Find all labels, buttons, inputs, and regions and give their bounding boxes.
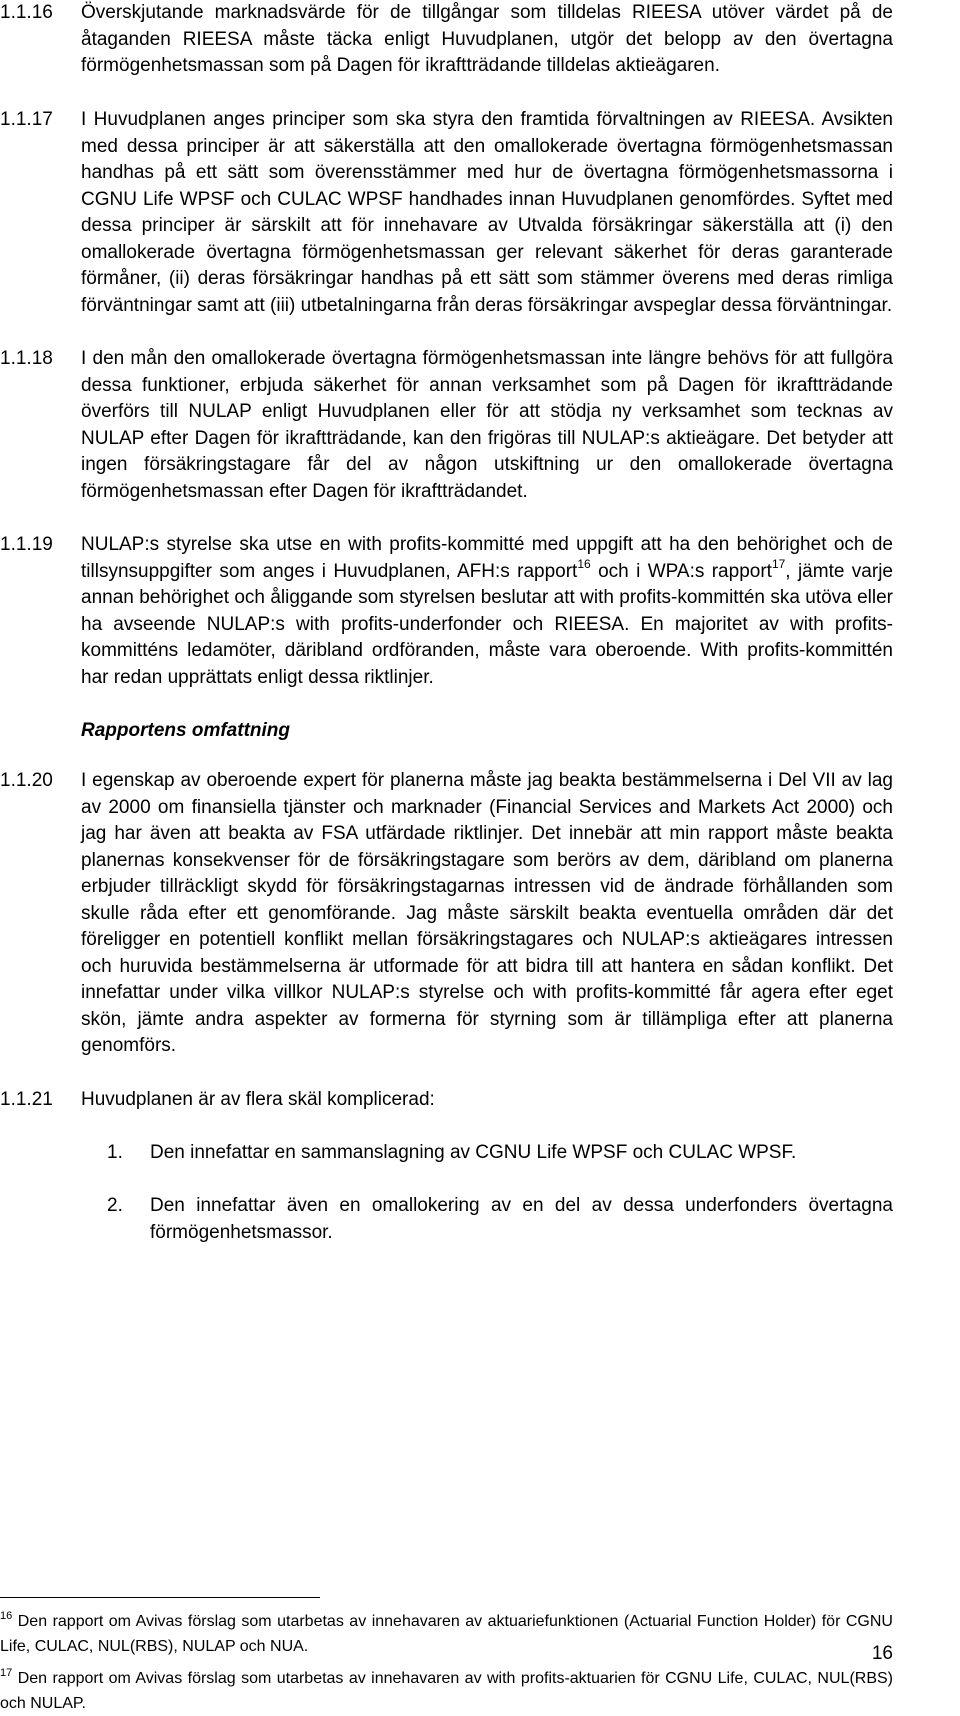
section-heading: Rapportens omfattning (81, 720, 290, 741)
paragraph-text: I egenskap av oberoende expert för planerna måste jag beakta bestämmelserna i Del VII av lag av 2000 om finansiella tjänster och marknader (Financial Services and Markets Act 2000) och jag har även att beakta av FSA utfärdade riktlinjer. Det innebär att min rapport måste beakta planernas konsekvenser för de försäkringstagare som berörs av dem, däribland om planerna erbjuder tillräckligt skydd för försäkringstagarnas intressen vid de ändrade förhållanden som skulle råda efter ett genomförande. Jag måste särskilt beakta eventuella områden där det föreligger en potentiell konflikt mellan försäkringstagares och NULAP:s aktieägares intressen och huruvida bestämmelserna är utformade för att bidra till att hantera en sådan konflikt. Det innefattar under vilka villkor NULAP:s styrelse och with profits-kommitté får agera efter eget skön, jämte andra aspekter av formerna för styrning som är tillämpliga efter att planerna genomförs. (81, 770, 893, 1056)
paragraph-number: 1.1.18 (0, 348, 53, 369)
list-item-text: Den innefattar en sammanslagning av CGNU Life WPSF och CULAC WPSF. (150, 1142, 797, 1163)
paragraph-text-part: , jämte varje annan behörighet och åliggande som styrelsen beslutar att with profits-kommittén ska utöva eller ha avseende NULAP:s with profits-underfonder och RIEESA. En majoritet av with profits-kommitténs ledamöter, däribland ordföranden, måste vara oberoende. With profits-kommittén har redan upprättats enligt dessa riktlinjer. (81, 560, 893, 688)
paragraph-text: I den mån den omallokerade övertagna förmögenhetsmassan inte längre behövs för att fullgöra dessa funktioner, erbjuda säkerhet för annan verksamhet som på Dagen för ikraftträdande överförs till NULAP enligt Huvudplanen eller för att stödja ny verksamhet som tecknas av NULAP efter Dagen för ikraftträdande, kan den frigöras till NULAP:s aktieägare. Det betyder att ingen försäkringstagare får del av någon utskiftning ur den omallokerade övertagna förmögenhetsmassan efter Dagen för ikraftträdandet. (81, 348, 893, 502)
footnote-reference[interactable]: 16 (577, 556, 591, 571)
paragraph-text-part: NULAP:s styrelse ska utse en with profits-kommitté med uppgift att ha den behörighet och de tillsynsuppgifter som anges i Huvudplanen, AFH:s rapport (81, 534, 893, 582)
footnote-separator (0, 1597, 320, 1598)
footnote-number: 16 (0, 1610, 13, 1622)
footnote-reference[interactable]: 17 (771, 556, 786, 571)
list-item-number: 1. (107, 1142, 123, 1163)
footnote-16 (0, 1609, 893, 1659)
paragraph-text (81, 532, 893, 691)
paragraph-number: 1.1.19 (0, 534, 53, 555)
paragraph-text: Överskjutande marknadsvärde för de tillgångar som tilldelas RIEESA utöver värdet på de åtaganden RIEESA måste täcka enligt Huvudplanen, utgör det belopp av den övertagna förmögenhetsmassan som på Dagen för ikraftträdande tilldelas aktieägaren. (81, 2, 893, 76)
paragraph-text: I Huvudplanen anges principer som ska styra den framtida förvaltningen av RIEESA. Avsikten med dessa principer är att säkerställa att den omallokerade övertagna förmögenhetsmassan handhas på ett sätt som överensstämmer med hur de övertagna förmögenhetsmassorna i CGNU Life WPSF och CULAC WPSF handhades innan Huvudplanen genomfördes. Syftet med dessa principer är särskilt att för innehavare av Utvalda försäkringar säkerställa att (i) den omallokerade övertagna förmögenhetsmassan ger relevant säkerhet för deras garanterade förmåner, (ii) deras försäkringar handhas på ett sätt som stämmer överens med deras rimliga förväntningar samt att (iii) utbetalningarna från deras försäkringar avspeglar dessa förväntningar. (81, 109, 893, 316)
footnote-17 (0, 1666, 893, 1716)
page-number: 16 (871, 1643, 893, 1664)
list-item-text: Den innefattar även en omallokering av en del av dessa underfonders övertagna förmögenhetsmassor. (150, 1195, 893, 1243)
paragraph-text: Huvudplanen är av flera skäl komplicerad: (81, 1089, 435, 1110)
paragraph-number: 1.1.16 (0, 2, 53, 23)
paragraph-number: 1.1.21 (0, 1089, 53, 1110)
paragraph-number: 1.1.17 (0, 109, 53, 130)
list-item-number: 2. (107, 1195, 123, 1216)
paragraph-number: 1.1.20 (0, 770, 53, 791)
footnote-text: Den rapport om Avivas förslag som utarbetas av innehavaren av with profits-aktuarien för CGNU Life, CULAC, NUL(RBS) och NULAP. (0, 1670, 893, 1712)
footnote-number: 17 (0, 1667, 13, 1679)
footnote-text: Den rapport om Avivas förslag som utarbetas av innehavaren av aktuariefunktionen (Actuarial Function Holder) för CGNU Life, CULAC, NUL(RBS), NULAP och NUA. (0, 1613, 893, 1655)
paragraph-text-part: och i WPA:s rapport (590, 560, 772, 582)
